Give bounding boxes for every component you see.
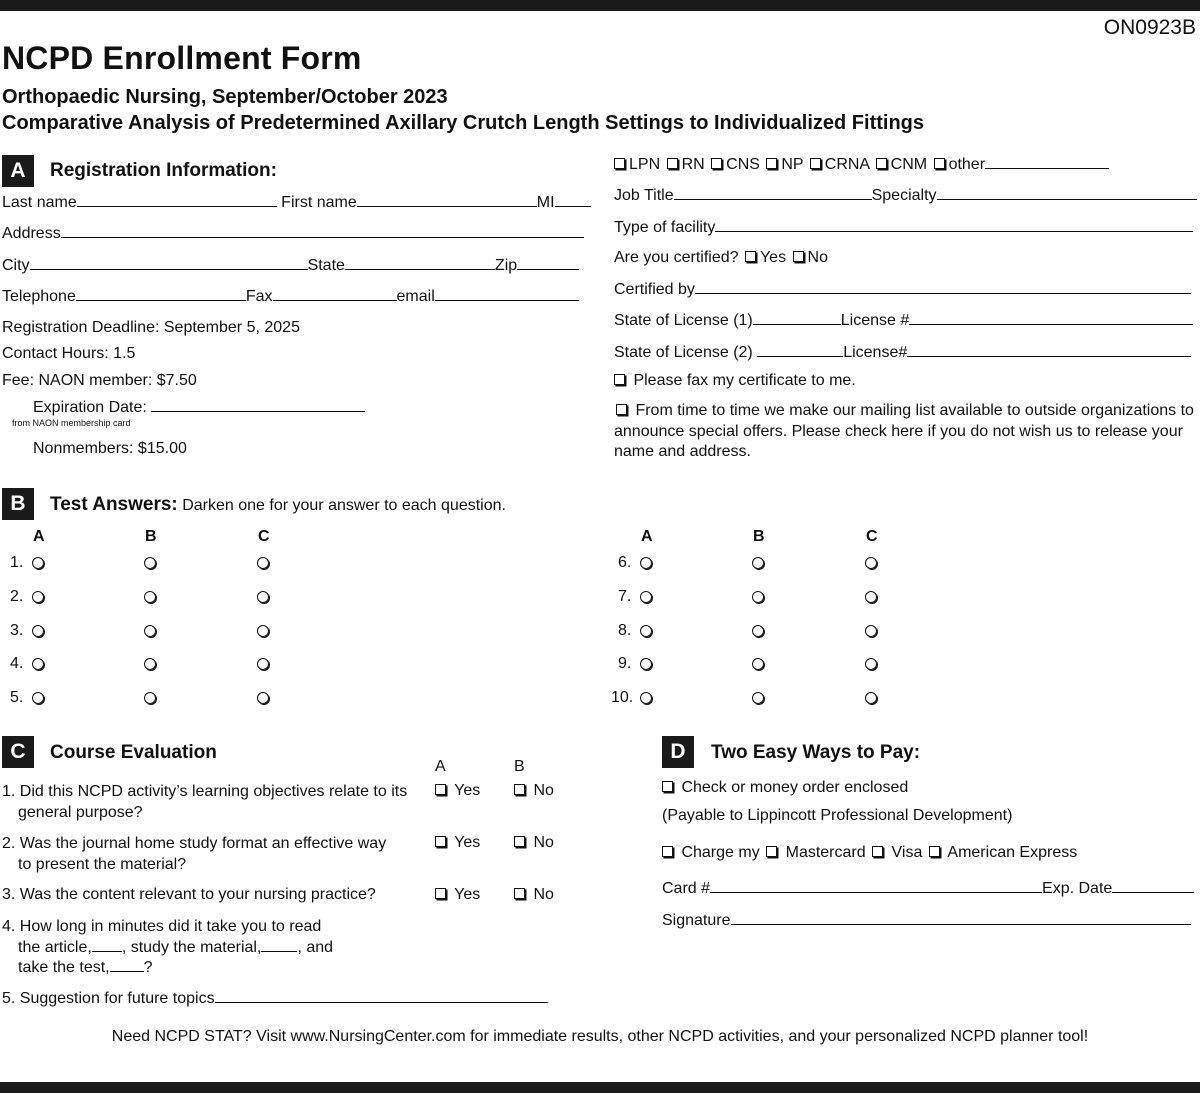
question-number: 6.	[618, 554, 632, 571]
no-label: No	[533, 782, 554, 799]
answer-bubble-5c[interactable]	[257, 692, 269, 704]
q5-label: 5. Suggestion for future topics	[2, 990, 215, 1007]
fee-member: Fee: NAON member: $7.50	[2, 372, 197, 389]
question-number: 7.	[618, 588, 632, 605]
expiration-row	[33, 398, 365, 417]
section-c-heading: Course Evaluation	[50, 742, 217, 763]
fax-cert-label: Please fax my certificate to me.	[633, 372, 856, 389]
answer-bubble-7b[interactable]	[752, 591, 764, 603]
visa-label: Visa	[891, 844, 923, 861]
answer-bubble-2c[interactable]	[257, 591, 269, 603]
question-number: 3.	[10, 622, 24, 639]
rn-label: RN	[681, 156, 705, 173]
job-title-label: Job Title	[614, 187, 674, 204]
answer-bubble-1b[interactable]	[144, 557, 156, 569]
certified-no-label: No	[807, 249, 828, 266]
last-name-field[interactable]	[77, 193, 277, 207]
no-label: No	[533, 886, 554, 903]
eval-q2-yes-checkbox[interactable]	[435, 836, 446, 847]
section-a-badge: A	[2, 155, 34, 187]
check-payment-checkbox[interactable]	[662, 781, 673, 792]
section-b-heading: Test Answers:	[50, 494, 178, 515]
registration-deadline: Registration Deadline: September 5, 2025	[2, 319, 300, 336]
email-field[interactable]	[435, 287, 579, 301]
q4-study-label: , study the material,	[121, 939, 262, 956]
eval-col-a-label: A	[435, 758, 446, 775]
answer-bubble-10b[interactable]	[752, 692, 764, 704]
question-number: 5.	[10, 689, 24, 706]
eval-q1-no-checkbox[interactable]	[514, 784, 525, 795]
answer-bubble-8c[interactable]	[865, 625, 877, 637]
signature-row	[662, 911, 1191, 930]
answer-bubble-1a[interactable]	[32, 557, 44, 569]
license2-state-field[interactable]	[757, 343, 843, 357]
license2-num-label: License#	[843, 344, 908, 361]
answer-bubble-8a[interactable]	[640, 625, 652, 637]
eval-question-4-line2	[18, 938, 333, 957]
question-number: 10.	[611, 689, 634, 706]
question-number: 9.	[618, 655, 632, 672]
answer-bubble-7c[interactable]	[865, 591, 877, 603]
license2-row	[614, 343, 1191, 362]
crna-checkbox[interactable]	[810, 158, 821, 169]
license1-label: State of License (1)	[614, 312, 753, 329]
address-label: Address	[2, 225, 61, 242]
section-c-badge: C	[2, 736, 34, 768]
visa-checkbox[interactable]	[872, 846, 883, 857]
expiration-label: Expiration Date:	[33, 399, 147, 416]
zip-label: Zip	[494, 257, 518, 274]
answer-bubble-6a[interactable]	[640, 557, 652, 569]
amex-checkbox[interactable]	[929, 846, 940, 857]
eval-col-b-label: B	[514, 758, 525, 775]
cnm-label: CNM	[890, 156, 928, 173]
job-row	[614, 186, 1197, 205]
state-field[interactable]	[345, 256, 495, 270]
answer-bubble-3c[interactable]	[257, 625, 269, 637]
city-row	[2, 256, 579, 275]
mailing-row	[614, 401, 1196, 463]
question-number: 4.	[10, 655, 24, 672]
cns-checkbox[interactable]	[711, 158, 722, 169]
answer-bubble-4a[interactable]	[32, 658, 44, 670]
facility-field[interactable]	[715, 218, 1193, 232]
city-label: City	[2, 257, 30, 274]
answer-bubble-8b[interactable]	[752, 625, 764, 637]
section-a-heading: Registration Information:	[50, 160, 277, 181]
check-payment-label: Check or money order enclosed	[681, 779, 909, 796]
yes-label: Yes	[454, 834, 481, 851]
q4-test-label: take the test,	[18, 959, 110, 976]
crna-label: CRNA	[824, 156, 870, 173]
card-row	[662, 879, 1194, 898]
charge-label: Charge my	[681, 844, 760, 861]
question-number: 2.	[10, 588, 24, 605]
eval-q1-no	[512, 782, 554, 800]
license1-state-field[interactable]	[753, 311, 841, 325]
eval-question-2: 2. Was the journal home study format an effective way to present the material?	[2, 835, 387, 873]
answer-bubble-6b[interactable]	[752, 557, 764, 569]
answer-bubble-9a[interactable]	[640, 658, 652, 670]
expiration-note: from NAON membership card	[12, 418, 131, 428]
section-b-instruction: Darken one for your answer to each question.	[182, 497, 506, 514]
top-rule	[0, 0, 1200, 11]
q4-read-label: the article,	[18, 939, 92, 956]
certified-yes-checkbox[interactable]	[745, 251, 756, 262]
eval-q2-no	[512, 834, 554, 852]
q4-study-field[interactable]	[261, 938, 297, 952]
card-number-label: Card #	[662, 880, 711, 897]
specialty-field[interactable]	[937, 186, 1197, 200]
eval-question-4-line3	[18, 958, 153, 977]
city-field[interactable]	[30, 256, 308, 270]
eval-q3-yes-checkbox[interactable]	[435, 888, 446, 899]
telephone-field[interactable]	[76, 287, 246, 301]
charge-checkbox[interactable]	[662, 846, 673, 857]
answer-bubble-6c[interactable]	[865, 557, 877, 569]
exp-date-label: Exp. Date	[1042, 880, 1113, 897]
answer-bubble-4b[interactable]	[144, 658, 156, 670]
eval-question-1: 1. Did this NCPD activity’s learning objectives relate to its general purpose?	[2, 783, 408, 821]
facility-row	[614, 218, 1193, 237]
q4-and-label: , and	[297, 939, 334, 956]
mailing-optout-label: From time to time we make our mailing list available to outside organizations to announce special offers. Please check here if you do not wish us to release your name and address.	[614, 402, 1194, 460]
footer-note: Need NCPD STAT? Visit www.NursingCenter.com for immediate results, other NCPD activities, and your personalized NCPD planner tool!	[111, 1028, 1089, 1045]
lpn-checkbox[interactable]	[614, 158, 625, 169]
col-b-label-left: B	[145, 528, 157, 545]
specialty-label: Specialty	[871, 187, 937, 204]
answer-bubble-10c[interactable]	[865, 692, 877, 704]
other-checkbox[interactable]	[934, 158, 945, 169]
phone-row	[2, 287, 579, 306]
eval-q1-yes	[433, 782, 480, 800]
job-title-field[interactable]	[674, 186, 872, 200]
answer-bubble-5b[interactable]	[144, 692, 156, 704]
check-row	[660, 779, 908, 797]
license1-row	[614, 311, 1193, 330]
q4-read-field[interactable]	[92, 938, 122, 952]
np-checkbox[interactable]	[766, 158, 777, 169]
col-c-label-left: C	[258, 528, 270, 545]
eval-question-5	[2, 989, 548, 1008]
q5-field[interactable]	[215, 989, 548, 1003]
np-label: NP	[781, 156, 804, 173]
eval-q1-yes-checkbox[interactable]	[435, 784, 446, 795]
eval-q2-yes	[433, 834, 480, 852]
fax-cert-row	[612, 372, 856, 390]
mi-field[interactable]	[555, 193, 591, 207]
page-title: NCPD Enrollment Form	[2, 40, 362, 76]
question-number: 8.	[618, 622, 632, 639]
yes-label: Yes	[454, 782, 481, 799]
answer-bubble-7a[interactable]	[640, 591, 652, 603]
telephone-label: Telephone	[2, 288, 76, 305]
eval-question-3: 3. Was the content relevant to your nursing practice?	[2, 886, 376, 903]
section-d-heading: Two Easy Ways to Pay:	[711, 742, 921, 763]
other-label: other	[948, 156, 986, 173]
eval-q2-no-checkbox[interactable]	[514, 836, 525, 847]
section-b-badge: B	[2, 488, 34, 520]
contact-hours: Contact Hours: 1.5	[2, 345, 136, 362]
payable-note: (Payable to Lippincott Professional Development)	[662, 807, 1013, 824]
amex-label: American Express	[947, 844, 1078, 861]
address-row	[2, 224, 584, 243]
card-number-field[interactable]	[710, 879, 1042, 893]
exp-date-field[interactable]	[1112, 879, 1194, 893]
col-c-label-right: C	[866, 528, 878, 545]
answer-bubble-9c[interactable]	[865, 658, 877, 670]
section-d-badge: D	[662, 736, 694, 768]
answer-bubble-2a[interactable]	[32, 591, 44, 603]
mi-label: MI	[536, 194, 555, 211]
fax-label: Fax	[245, 288, 273, 305]
section-b-heading-row	[50, 494, 506, 516]
certified-by-field[interactable]	[695, 280, 1191, 294]
form-code: ON0923B	[1103, 16, 1196, 39]
answer-bubble-3b[interactable]	[144, 625, 156, 637]
facility-label: Type of facility	[614, 219, 716, 236]
certified-row	[614, 249, 828, 267]
answer-bubble-1c[interactable]	[257, 557, 269, 569]
no-label: No	[533, 834, 554, 851]
answer-bubble-2b[interactable]	[144, 591, 156, 603]
zip-field[interactable]	[517, 256, 579, 270]
col-a-label-left: A	[33, 528, 45, 545]
certified-no-checkbox[interactable]	[793, 251, 804, 262]
fax-cert-checkbox[interactable]	[614, 374, 625, 385]
email-label: email	[396, 288, 435, 305]
col-b-label-right: B	[753, 528, 765, 545]
mailing-optout-checkbox[interactable]	[616, 404, 627, 415]
certified-yes-label: Yes	[759, 249, 787, 266]
subtitle-article: Comparative Analysis of Predetermined Axillary Crutch Length Settings to Individualized Fittings	[2, 112, 925, 134]
state-label: State	[307, 257, 345, 274]
eval-question-4-line1: 4. How long in minutes did it take you to read	[2, 918, 322, 935]
name-row	[2, 193, 591, 212]
cns-label: CNS	[726, 156, 760, 173]
license2-label: State of License (2)	[614, 344, 753, 361]
license1-num-field[interactable]	[909, 311, 1193, 325]
charge-row	[660, 844, 1077, 862]
bottom-rule	[0, 1082, 1200, 1093]
last-name-label: Last name	[2, 194, 77, 211]
credentials-row	[612, 155, 1109, 174]
other-field[interactable]	[985, 155, 1109, 169]
answer-bubble-3a[interactable]	[32, 625, 44, 637]
q4-test-field[interactable]	[110, 958, 144, 972]
answer-bubble-5a[interactable]	[32, 692, 44, 704]
cnm-checkbox[interactable]	[876, 158, 887, 169]
fee-nonmember: Nonmembers: $15.00	[33, 440, 187, 457]
fax-field[interactable]	[273, 287, 397, 301]
rn-checkbox[interactable]	[667, 158, 678, 169]
address-field[interactable]	[61, 224, 584, 238]
eval-q3-yes	[433, 886, 480, 904]
signature-label: Signature	[662, 912, 731, 929]
answer-bubble-9b[interactable]	[752, 658, 764, 670]
certified-by-label: Certified by	[614, 281, 695, 298]
mastercard-label: Mastercard	[785, 844, 866, 861]
yes-label: Yes	[454, 886, 481, 903]
license1-num-label: License #	[840, 312, 910, 329]
q4-question-mark: ?	[143, 959, 153, 976]
license2-num-field[interactable]	[907, 343, 1191, 357]
question-number: 1.	[10, 554, 24, 571]
lpn-label: LPN	[629, 156, 661, 173]
first-name-label: First name	[281, 194, 357, 211]
subtitle-journal: Orthopaedic Nursing, September/October 2023	[2, 86, 448, 108]
certified-question: Are you certified?	[614, 249, 739, 266]
eval-q3-no	[512, 886, 554, 904]
answer-bubble-10a[interactable]	[640, 692, 652, 704]
answer-bubble-4c[interactable]	[257, 658, 269, 670]
first-name-field[interactable]	[357, 193, 537, 207]
col-a-label-right: A	[641, 528, 653, 545]
mastercard-checkbox[interactable]	[766, 846, 777, 857]
eval-q3-no-checkbox[interactable]	[514, 888, 525, 899]
expiration-field[interactable]	[151, 398, 365, 412]
signature-field[interactable]	[731, 911, 1191, 925]
certified-by-row	[614, 280, 1191, 299]
